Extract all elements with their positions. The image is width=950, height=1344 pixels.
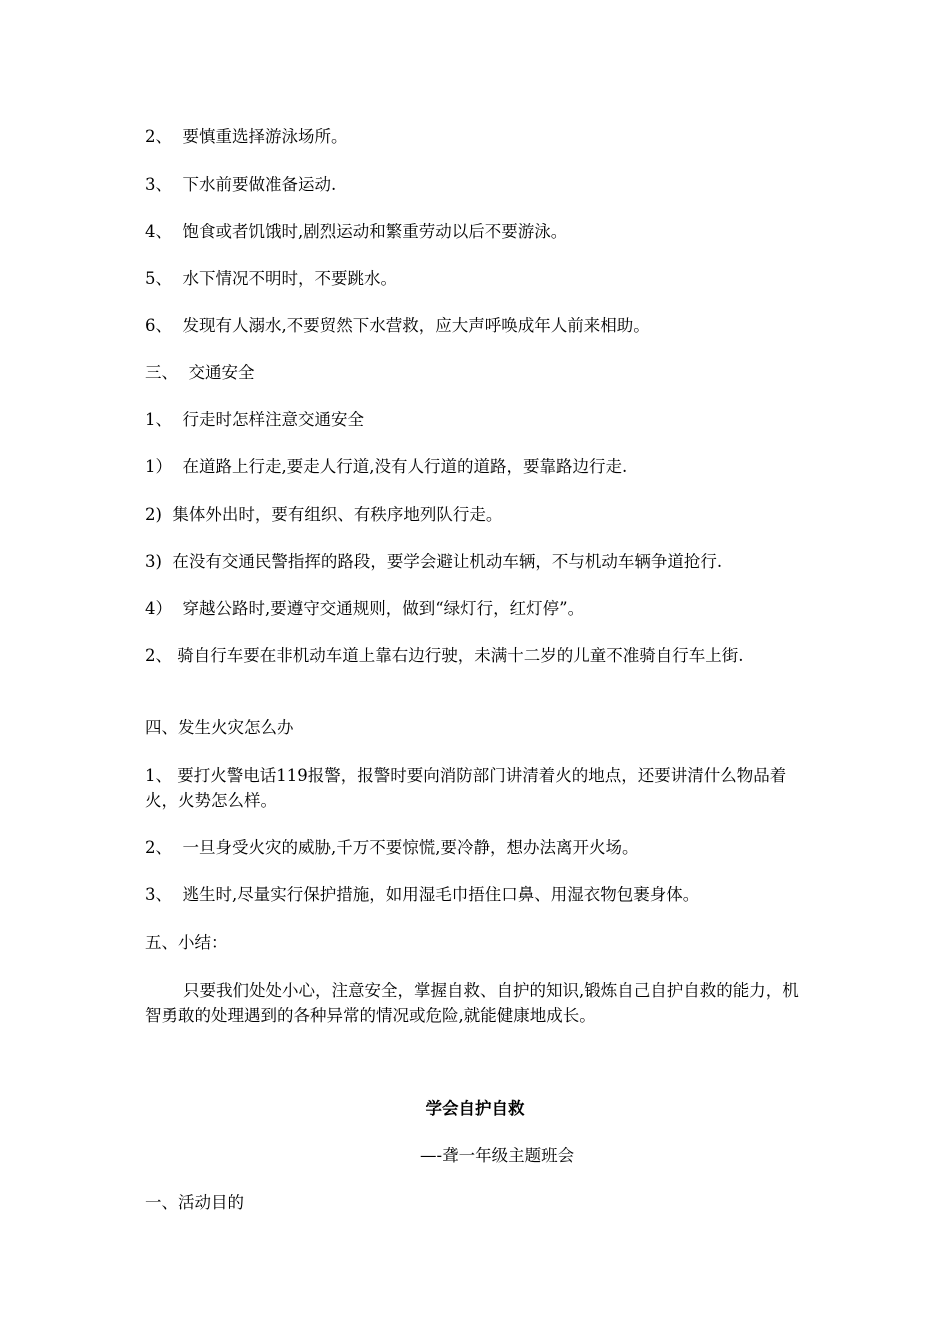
fire-heading: 四、发生火灾怎么办 (145, 718, 294, 737)
next-doc-section-1: 一、活动目的 (145, 1193, 244, 1212)
next-doc-subtitle: —-聋一年级主题班会 (420, 1146, 575, 1165)
swim-item-4: 4、 饱食或者饥饿时,剧烈运动和繁重劳动以后不要游泳。 (145, 222, 568, 241)
swim-item-6: 6、 发现有人溺水,不要贸然下水营救，应大声呼唤成年人前来相助。 (145, 316, 650, 335)
summary-heading: 五、小结： (145, 933, 228, 952)
traffic-sub-2: 2) 集体外出时，要有组织、有秩序地列队行走。 (145, 505, 503, 524)
traffic-item-2: 2、 骑自行车要在非机动车道上靠右边行驶，未满十二岁的儿童不准骑自行车上街. (145, 646, 744, 665)
traffic-heading: 三、 交通安全 (145, 363, 255, 382)
fire-item-2: 2、 一旦身受火灾的威胁,千万不要惊慌,要冷静，想办法离开火场。 (145, 838, 639, 857)
swim-item-2: 2、 要慎重选择游泳场所。 (145, 127, 348, 146)
fire-item-3: 3、 逃生时,尽量实行保护措施，如用湿毛巾捂住口鼻、用湿衣物包裹身体。 (145, 885, 700, 904)
traffic-sub-1: 1） 在道路上行走,要走人行道,没有人行道的道路，要靠路边行走. (145, 457, 628, 476)
summary-text: 只要我们处处小心，注意安全，掌握自救、自护的知识,锻炼自己自护自救的能力，机智勇敢的处理遇到的各种异常的情况或危险,就能健康地成长。 (145, 981, 799, 1025)
traffic-sub-4: 4） 穿越公路时,要遵守交通规则，做到“绿灯行，红灯停”。 (145, 599, 585, 618)
fire-item-1: 1、 要打火警电话119报警，报警时要向消防部门讲清着火的地点，还要讲清什么物品着火，火势怎么样。 (145, 766, 787, 810)
swim-item-3: 3、 下水前要做准备运动. (145, 175, 337, 194)
next-doc-title: 学会自护自救 (425, 1099, 525, 1118)
traffic-item-1: 1、 行走时怎样注意交通安全 (145, 410, 364, 429)
swim-item-5: 5、 水下情况不明时，不要跳水。 (145, 269, 397, 288)
traffic-sub-3: 3) 在没有交通民警指挥的路段，要学会避让机动车辆，不与机动车辆争道抢行. (145, 552, 723, 571)
